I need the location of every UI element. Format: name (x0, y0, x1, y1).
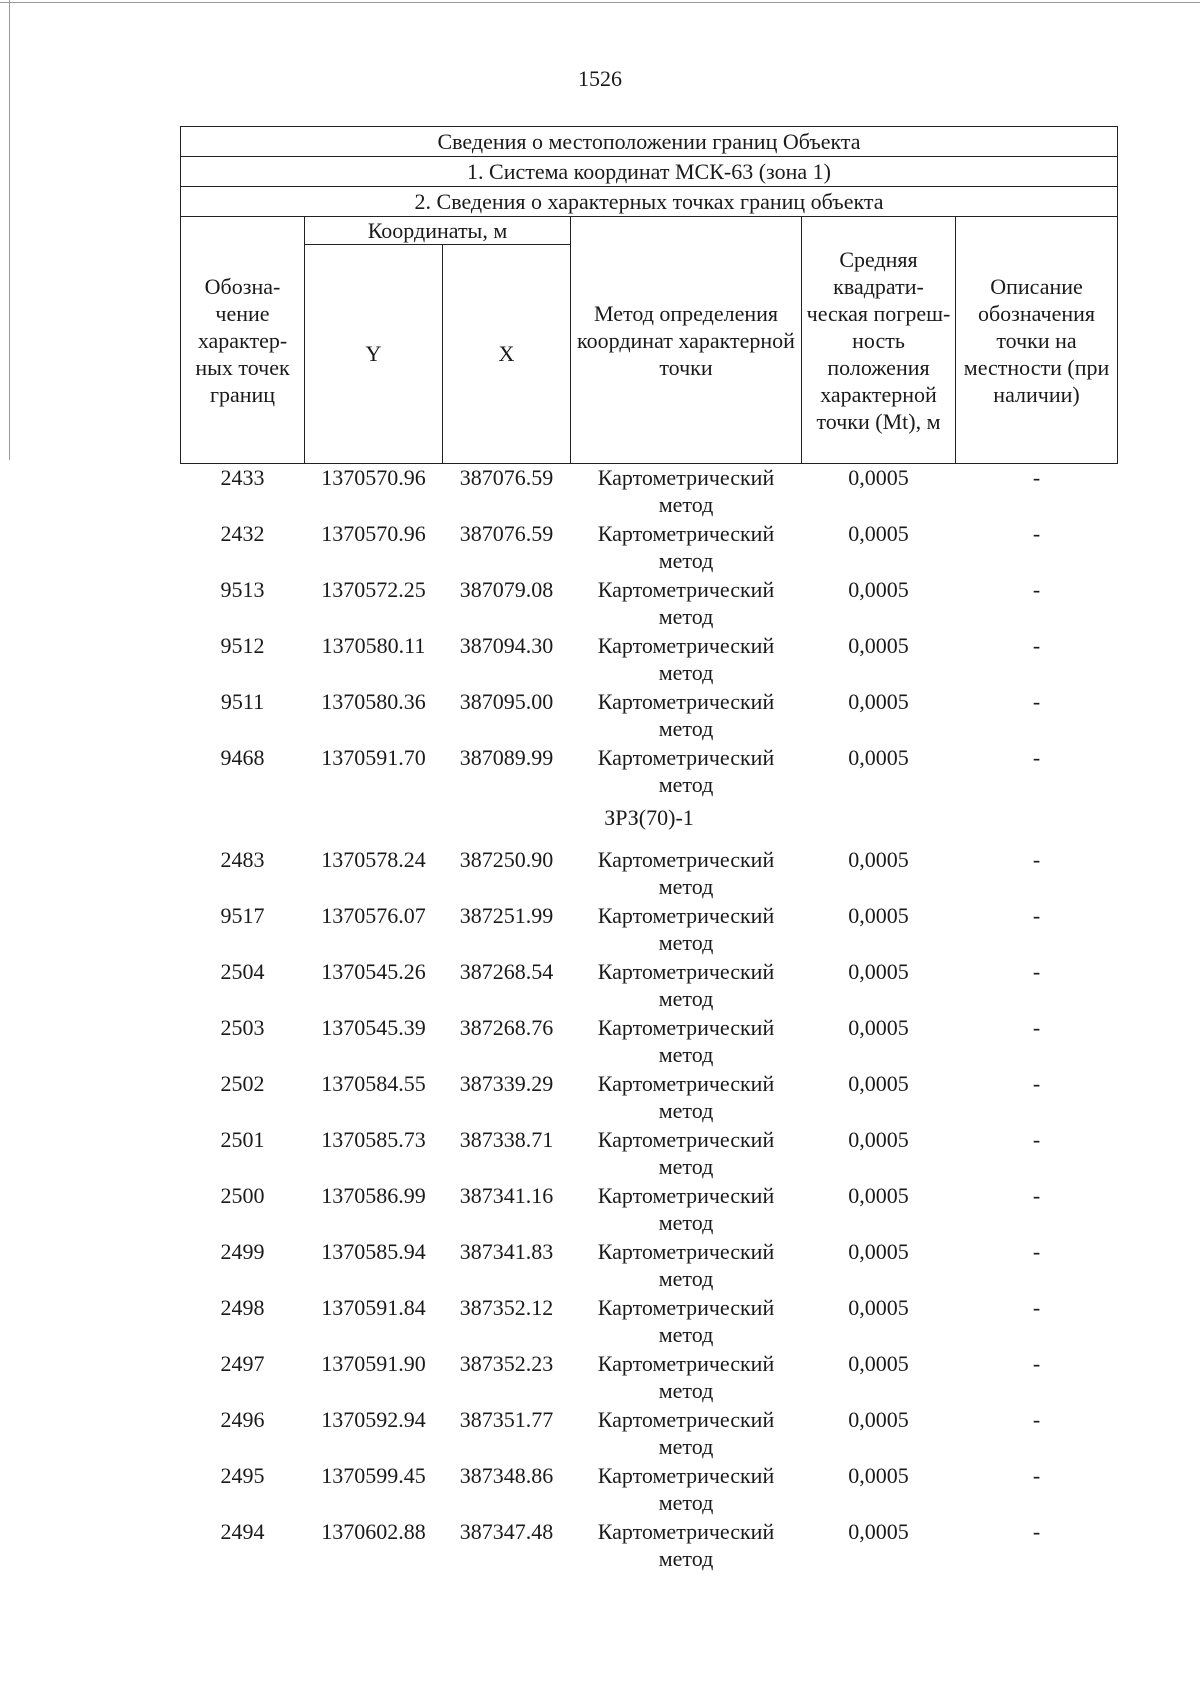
point-error: 0,0005 (848, 689, 909, 714)
point-x: 387341.16 (459, 1183, 554, 1208)
point-y: 1370591.70 (321, 745, 426, 770)
point-method: Картометрический метод (597, 1015, 775, 1067)
point-id: 2494 (220, 1519, 265, 1544)
table-row (181, 902, 1118, 958)
point-x: 387347.48 (459, 1519, 554, 1544)
point-y: 1370602.88 (321, 1519, 426, 1544)
point-x: 387341.83 (459, 1239, 554, 1264)
point-error: 0,0005 (848, 1127, 909, 1152)
header-designation: Обозна- чение характер- ных точек границ (181, 217, 305, 464)
table-row (181, 846, 1118, 902)
table-body (181, 464, 1118, 1575)
table-row (181, 632, 1118, 688)
point-y: 1370545.26 (321, 959, 426, 984)
point-x: 387268.76 (459, 1015, 554, 1040)
point-error: 0,0005 (848, 1183, 909, 1208)
point-id: 2498 (220, 1295, 265, 1320)
point-method: Картометрический метод (597, 1239, 775, 1291)
point-description: - (1032, 1127, 1041, 1152)
table-row (181, 1294, 1118, 1350)
point-method: Картометрический метод (597, 1519, 775, 1571)
point-error: 0,0005 (848, 847, 909, 872)
section-label: ЗРЗ(70)-1 (604, 805, 694, 830)
table-row (181, 1014, 1118, 1070)
point-x: 387351.77 (459, 1407, 554, 1432)
point-id: 9513 (220, 577, 265, 602)
point-x: 387251.99 (459, 903, 554, 928)
point-y: 1370591.84 (321, 1295, 426, 1320)
point-y: 1370578.24 (321, 847, 426, 872)
point-description: - (1032, 1295, 1041, 1320)
point-y: 1370584.55 (321, 1071, 426, 1096)
point-description: - (1032, 521, 1041, 546)
point-x: 387250.90 (459, 847, 554, 872)
point-id: 2495 (220, 1463, 265, 1488)
point-description: - (1032, 1407, 1041, 1432)
point-x: 387339.29 (459, 1071, 554, 1096)
page-number: 1526 (578, 66, 622, 91)
point-method: Картометрический метод (597, 1295, 775, 1347)
point-y: 1370570.96 (321, 521, 426, 546)
point-error: 0,0005 (848, 521, 909, 546)
point-x: 387095.00 (459, 689, 554, 714)
table-row (181, 1406, 1118, 1462)
point-y: 1370545.39 (321, 1015, 426, 1040)
point-description: - (1032, 959, 1041, 984)
point-error: 0,0005 (848, 1519, 909, 1544)
point-x: 387348.86 (459, 1463, 554, 1488)
point-id: 2483 (220, 847, 265, 872)
point-error: 0,0005 (848, 1407, 909, 1432)
point-description: - (1032, 1351, 1041, 1376)
point-error: 0,0005 (848, 577, 909, 602)
table-row (181, 958, 1118, 1014)
point-id: 9517 (220, 903, 265, 928)
point-error: 0,0005 (848, 745, 909, 770)
point-x: 387079.08 (459, 577, 554, 602)
point-method: Картометрический метод (597, 847, 775, 899)
point-description: - (1032, 847, 1041, 872)
table-row (181, 464, 1118, 521)
point-x: 387076.59 (459, 465, 554, 490)
points-section-title: 2. Сведения о характерных точках границ объекта (181, 187, 1118, 217)
point-x: 387268.54 (459, 959, 554, 984)
point-description: - (1032, 1071, 1041, 1096)
point-id: 2500 (220, 1183, 265, 1208)
point-id: 2432 (220, 521, 265, 546)
coordinate-system-title: 1. Система координат МСК-63 (зона 1) (181, 157, 1118, 187)
table-row (181, 1238, 1118, 1294)
point-description: - (1032, 745, 1041, 770)
point-method: Картометрический метод (597, 1407, 775, 1459)
table-row (181, 520, 1118, 576)
point-y: 1370585.94 (321, 1239, 426, 1264)
point-description: - (1032, 1015, 1041, 1040)
point-id: 2501 (220, 1127, 265, 1152)
point-method: Картометрический метод (597, 633, 775, 685)
point-description: - (1032, 1239, 1041, 1264)
point-y: 1370572.25 (321, 577, 426, 602)
point-id: 2433 (220, 465, 265, 490)
point-x: 387352.12 (459, 1295, 554, 1320)
header-method: Метод определения координат характерной точки (571, 217, 802, 464)
point-error: 0,0005 (848, 1295, 909, 1320)
point-method: Картометрический метод (597, 959, 775, 1011)
point-id: 9512 (220, 633, 265, 658)
point-error: 0,0005 (848, 1071, 909, 1096)
point-method: Картометрический метод (597, 1127, 775, 1179)
table-title: Сведения о местоположении границ Объекта (181, 127, 1118, 157)
point-method: Картометрический метод (597, 1183, 775, 1235)
point-error: 0,0005 (848, 1015, 909, 1040)
table-row (181, 1126, 1118, 1182)
point-description: - (1032, 689, 1041, 714)
point-description: - (1032, 633, 1041, 658)
point-id: 9511 (220, 689, 265, 714)
point-description: - (1032, 1183, 1041, 1208)
point-y: 1370570.96 (321, 465, 426, 490)
point-x: 387352.23 (459, 1351, 554, 1376)
point-error: 0,0005 (848, 1351, 909, 1376)
table-row (181, 1182, 1118, 1238)
point-method: Картометрический метод (597, 521, 775, 573)
point-method: Картометрический метод (597, 1351, 775, 1403)
point-method: Картометрический метод (597, 465, 775, 517)
point-error: 0,0005 (848, 959, 909, 984)
point-y: 1370592.94 (321, 1407, 426, 1432)
point-id: 2497 (220, 1351, 265, 1376)
point-y: 1370576.07 (321, 903, 426, 928)
section-row (181, 800, 1118, 846)
point-description: - (1032, 1519, 1041, 1544)
point-method: Картометрический метод (597, 745, 775, 797)
point-y: 1370580.36 (321, 689, 426, 714)
point-x: 387338.71 (459, 1127, 554, 1152)
point-x: 387076.59 (459, 521, 554, 546)
scan-edge-top (0, 2, 1200, 3)
point-id: 2496 (220, 1407, 265, 1432)
point-description: - (1032, 577, 1041, 602)
header-coordinates: Координаты, м (305, 217, 571, 245)
header-y: Y (305, 245, 443, 464)
point-method: Картометрический метод (597, 577, 775, 629)
point-error: 0,0005 (848, 903, 909, 928)
point-error: 0,0005 (848, 465, 909, 490)
point-y: 1370599.45 (321, 1463, 426, 1488)
table-row (181, 744, 1118, 800)
point-id: 2504 (220, 959, 265, 984)
table-row (181, 1070, 1118, 1126)
point-id: 2499 (220, 1239, 265, 1264)
table-row (181, 1518, 1118, 1574)
point-description: - (1032, 465, 1041, 490)
point-method: Картометрический метод (597, 689, 775, 741)
point-id: 9468 (220, 745, 265, 770)
point-description: - (1032, 903, 1041, 928)
point-error: 0,0005 (848, 1239, 909, 1264)
point-error: 0,0005 (848, 633, 909, 658)
header-x: X (443, 245, 571, 464)
table-row (181, 688, 1118, 744)
point-y: 1370585.73 (321, 1127, 426, 1152)
point-method: Картометрический метод (597, 1071, 775, 1123)
point-y: 1370591.90 (321, 1351, 426, 1376)
boundary-points-table (180, 126, 1118, 1574)
point-description: - (1032, 1463, 1041, 1488)
table-row (181, 1462, 1118, 1518)
header-description: Описание обозначения точки на местности (при наличии) (956, 217, 1118, 464)
table-row (181, 1350, 1118, 1406)
point-x: 387094.30 (459, 633, 554, 658)
point-x: 387089.99 (459, 745, 554, 770)
point-error: 0,0005 (848, 1463, 909, 1488)
point-method: Картометрический метод (597, 1463, 775, 1515)
point-y: 1370586.99 (321, 1183, 426, 1208)
header-error: Средняя квадрати- ческая погреш- ность положения характерной точки (Mt), м (802, 217, 956, 464)
point-id: 2502 (220, 1071, 265, 1096)
table-row (181, 576, 1118, 632)
point-y: 1370580.11 (321, 633, 426, 658)
point-method: Картометрический метод (597, 903, 775, 955)
point-id: 2503 (220, 1015, 265, 1040)
